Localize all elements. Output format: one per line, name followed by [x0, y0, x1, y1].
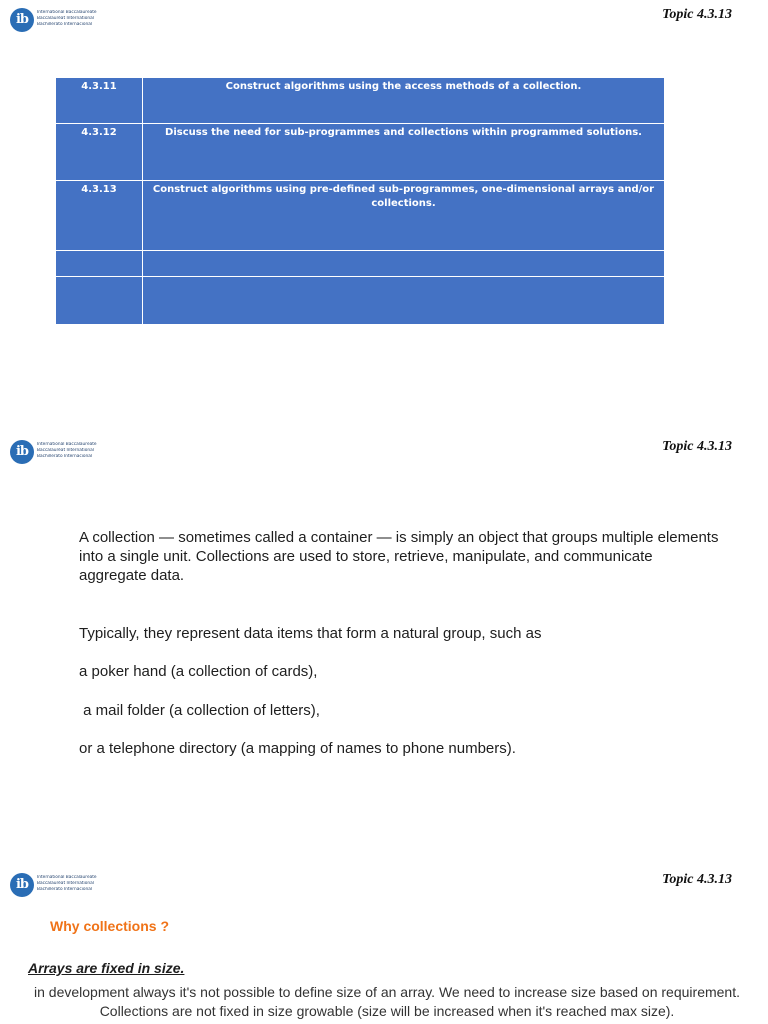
topic-label: Topic 4.3.13 — [662, 7, 732, 22]
topic-label: Topic 4.3.13 — [662, 439, 732, 454]
table-row — [56, 251, 665, 277]
logo-line: Bachillerato Internacional — [37, 887, 93, 892]
logo-line: Baccalauréat International — [37, 448, 94, 453]
ib-logo-icon: ib — [10, 8, 34, 32]
logo-line: International Baccalaureate — [37, 875, 97, 880]
ib-logo-icon: ib — [10, 440, 34, 464]
slide-title: Why collections ? — [50, 918, 170, 934]
table-row — [56, 124, 665, 181]
objective-text: Construct algorithms using the access methods of a collection. — [143, 78, 665, 124]
table-row — [56, 277, 665, 325]
ib-logo-text — [37, 442, 109, 460]
objective-code — [56, 251, 143, 277]
collection-definition: A collection — sometimes called a container — is simply an object that groups multiple elements into a single unit. Collections are used to store, retrieve, manipulate, and communicate aggregate data. — [79, 529, 719, 584]
logo-line: Bachillerato Internacional — [37, 454, 93, 459]
ib-logo — [10, 440, 110, 466]
logo-line: Baccalauréat International — [37, 16, 94, 21]
topic-label: Topic 4.3.13 — [662, 872, 732, 887]
logo-line: International Baccalaureate — [37, 442, 97, 447]
objective-text: Discuss the need for sub-programmes and collections within programmed solutions. — [143, 124, 665, 181]
slide-3 — [0, 865, 768, 1024]
logo-line: Bachillerato Internacional — [37, 22, 93, 27]
logo-line: International Baccalaureate — [37, 10, 97, 15]
ib-logo — [10, 873, 110, 899]
objective-text: Construct algorithms using pre-defined sub-programmes, one-dimensional arrays and/or collections. — [143, 181, 665, 251]
ib-logo-text — [37, 10, 109, 28]
objective-code — [56, 277, 143, 325]
slide-2 — [0, 432, 768, 865]
arrays-heading: Arrays are fixed in size. — [28, 960, 185, 976]
objective-text — [143, 277, 665, 325]
objective-code: 4.3.13 — [56, 181, 143, 251]
table-row — [56, 78, 665, 124]
example-mail-folder: a mail folder (a collection of letters), — [79, 702, 320, 719]
natural-group-intro: Typically, they represent data items that form a natural group, such as — [79, 625, 542, 642]
objective-code: 4.3.12 — [56, 124, 143, 181]
arrays-explanation: in development always it's not possible to define size of an array. We need to increase size based on requirement. Collections are not fixed in size growable (size will be increased when it's reached max size). — [34, 984, 740, 1019]
ib-logo-text — [37, 875, 109, 893]
objectives-table — [55, 77, 665, 325]
ib-logo-icon: ib — [10, 873, 34, 897]
example-poker-hand: a poker hand (a collection of cards), — [79, 663, 318, 680]
objective-text — [143, 251, 665, 277]
example-telephone-directory: or a telephone directory (a mapping of names to phone numbers). — [79, 740, 516, 757]
slide-1 — [0, 0, 768, 432]
ib-logo — [10, 8, 110, 34]
table-row — [56, 181, 665, 251]
objective-code: 4.3.11 — [56, 78, 143, 124]
logo-line: Baccalauréat International — [37, 881, 94, 886]
